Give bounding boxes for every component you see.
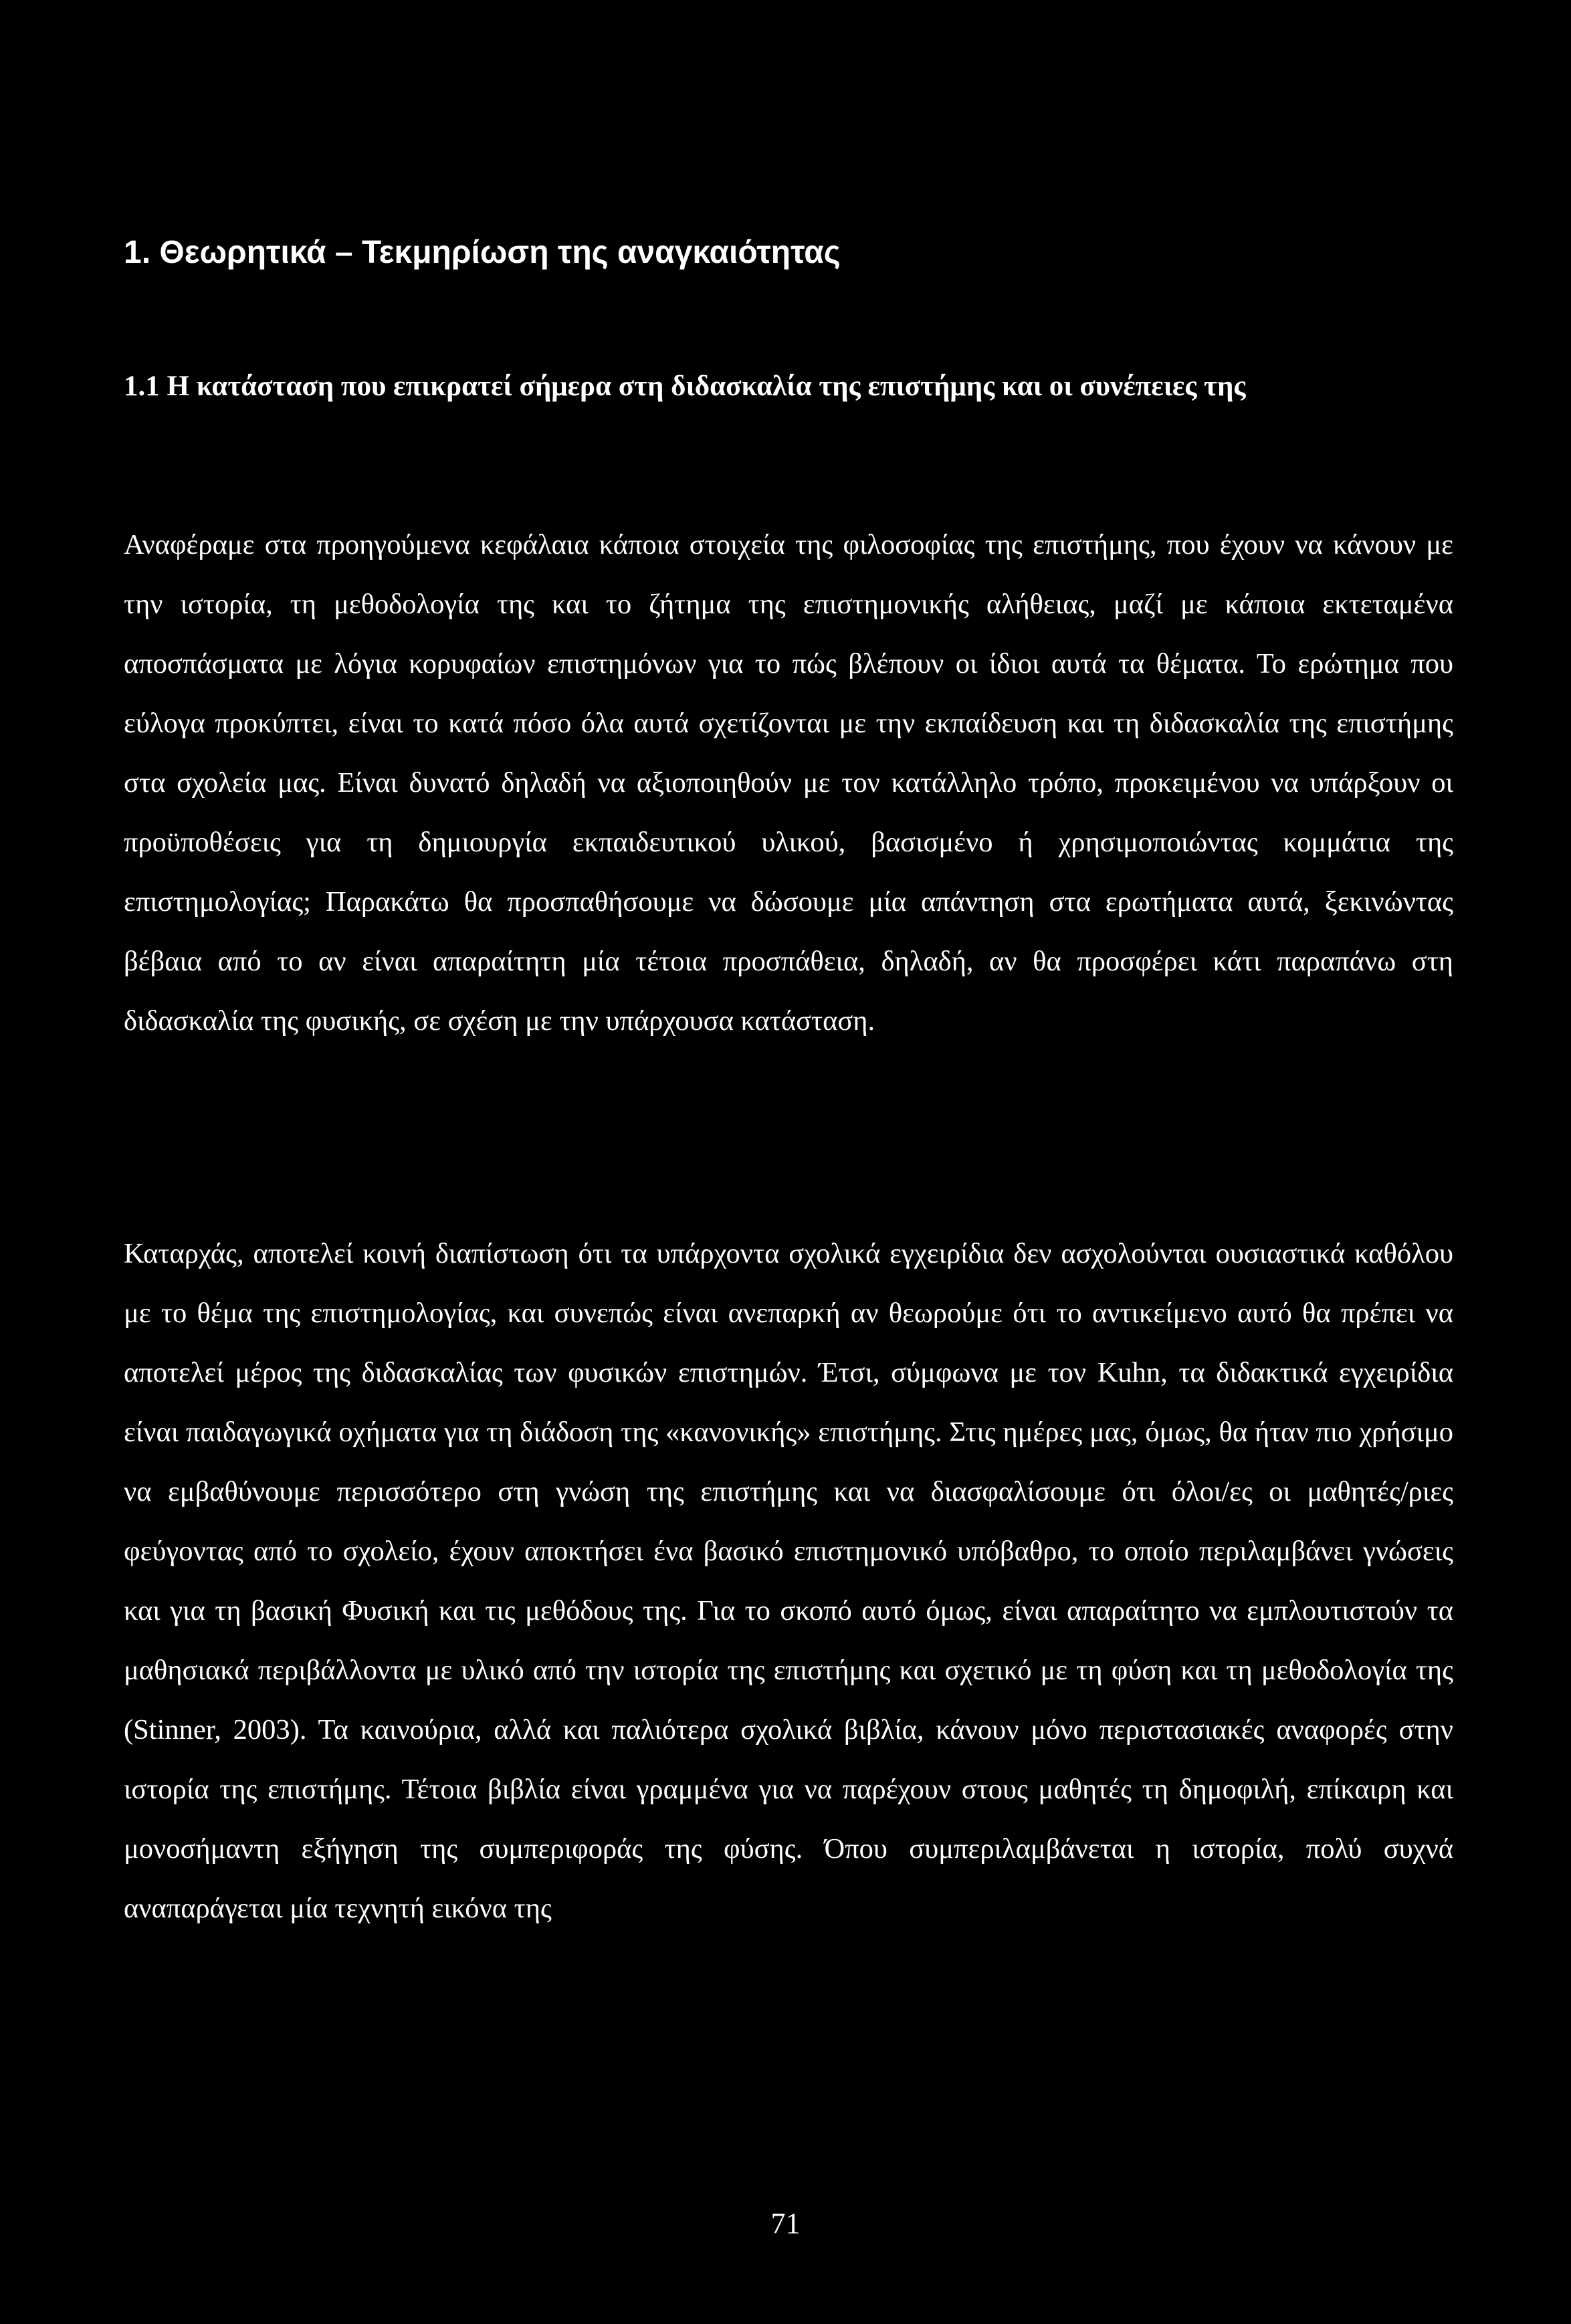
section-title: 1.1 Η κατάσταση που επικρατεί σήμερα στη διδασκαλία της επιστήμης και οι συνέπειες της bbox=[124, 371, 1246, 402]
page-number: 71 bbox=[770, 2207, 801, 2240]
body-paragraph: Αναφέραμε στα προηγούμενα κεφάλαια κάποια στοιχεία της φιλοσοφίας της επιστήμης, που έχουν να κάνουν με την ιστορία, τη μεθοδολογία της και το ζήτημα της επιστημονικής αλήθειας, μαζί με κάποια εκτεταμένα αποσπάσματα με λόγια κορυφαίων επιστημόνων για το πώς βλέπουν οι ίδιοι αυτά τα θέματα. Το ερώτημα που εύλογα προκύπτει, είναι το κατά πόσο όλα αυτά σχετίζονται με την εκπαίδευση και τη διδασκαλία της επιστήμης στα σχολεία μας. Είναι δυνατό δηλαδή να αξιοποιηθούν με τον κατάλληλο τρόπο, προκειμένου να υπάρξουν οι προϋποθέσεις για τη δημιουργία εκπαιδευτικού υλικού, βασισμένο ή χρησιμοποιώντας κομμάτια της επιστημολογίας; Παρακάτω θα προσπαθήσουμε να δώσουμε μία απάντηση στα ερωτήματα αυτά, ξεκινώντας βέβαια από το αν είναι απαραίτητη μία τέτοια προσπάθεια, δηλαδή, αν θα προσφέρει κάτι παραπάνω στη διδασκαλία της φυσικής, σε σχέση με την υπάρχουσα κατάσταση. bbox=[124, 529, 1453, 1037]
body-paragraph: Καταρχάς, αποτελεί κοινή διαπίστωση ότι τα υπάρχοντα σχολικά εγχειρίδια δεν ασχολούνται ουσιαστικά καθόλου με το θέμα της επιστημολογίας, και συνεπώς είναι ανεπαρκή αν θεωρούμε ότι το αντικείμενο αυτό θα πρέπει να αποτελεί μέρος της διδασκαλίας των φυσικών επιστημών. Έτσι, σύμφωνα με τον Kuhn, τα διδακτικά εγχειρίδια είναι παιδαγωγικά οχήματα για τη διάδοση της «κανονικής» επιστήμης. Στις ημέρες μας, όμως, θα ήταν πιο χρήσιμο να εμβαθύνουμε περισσότερο στη γνώση της επιστήμης και να διασφαλίσουμε ότι όλοι/ες οι μαθητές/ριες φεύγοντας από το σχολείο, έχουν αποκτήσει ένα βασικό επιστημονικό υπόβαθρο, το οποίο περιλαμβάνει γνώσεις και για τη βασική Φυσική και τις μεθόδους της. Για το σκοπό αυτό όμως, είναι απαραίτητο να εμπλουτιστούν τα μαθησιακά περιβάλλοντα με υλικό από την ιστορία της επιστήμης και σχετικό με τη φύση και τη μεθοδολογία της (Stinner, 2003). Τα καινούρια, αλλά και παλιότερα σχολικά βιβλία, κάνουν μόνο περιστασιακές αναφορές στην ιστορία της επιστήμης. Τέτοια βιβλία είναι γραμμένα για να παρέχουν στους μαθητές τη δημοφιλή, επίκαιρη και μονοσήμαντη εξήγηση της συμπεριφοράς της φύσης. Όπου συμπεριλαμβάνεται η ιστορία, πολύ συχνά αναπαράγεται μία τεχνητή εικόνα της bbox=[124, 1238, 1453, 1924]
chapter-title: 1. Θεωρητικά – Τεκμηρίωση της αναγκαιότητας bbox=[124, 235, 841, 270]
